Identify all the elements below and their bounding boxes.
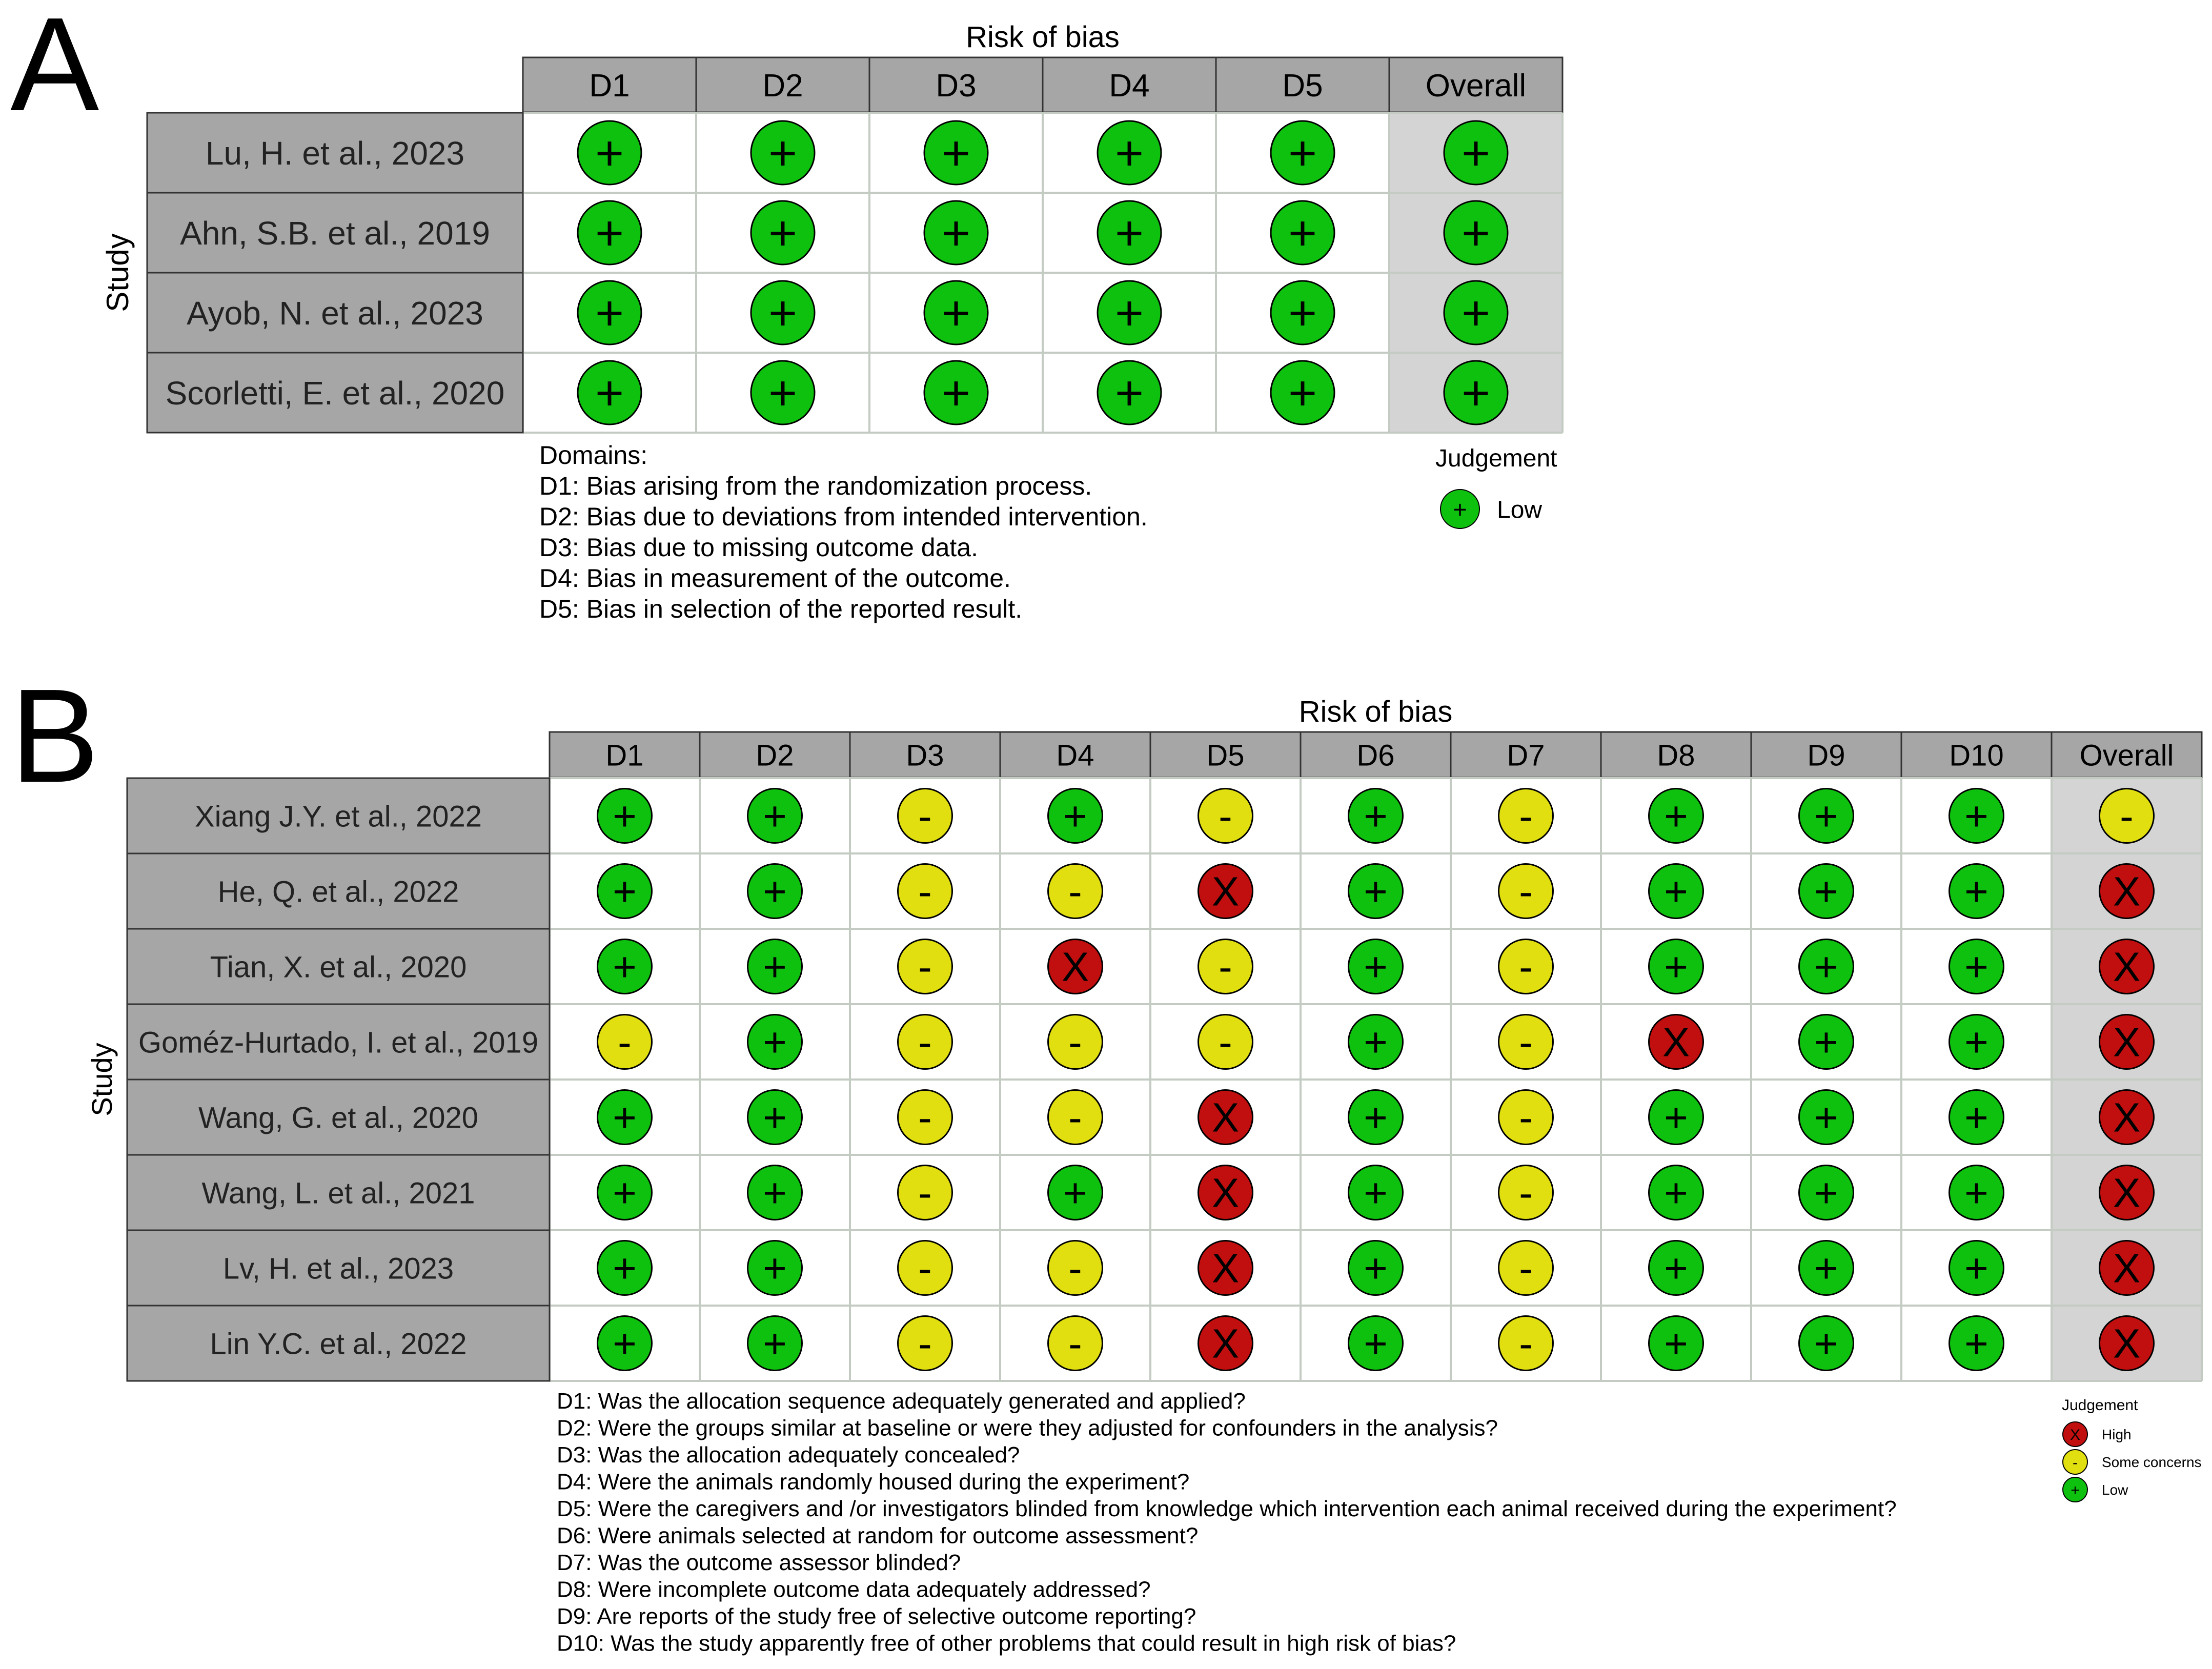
judgement-symbol: + xyxy=(1461,126,1491,181)
judgement-symbol: + xyxy=(763,1019,787,1065)
column-header-label: Overall xyxy=(1425,68,1527,104)
judgement-symbol: - xyxy=(1519,944,1533,990)
domain-description: D4: Bias in measurement of the outcome. xyxy=(539,564,1011,593)
judgement-symbol: + xyxy=(763,868,787,914)
judgement-symbol: X xyxy=(1211,1245,1240,1291)
judgement-symbol: + xyxy=(1461,286,1491,341)
judgement-symbol: X xyxy=(2113,1019,2141,1065)
study-label: Goméz-Hurtado, I. et al., 2019 xyxy=(138,1026,539,1060)
judgement-symbol: X xyxy=(2113,1094,2141,1141)
domain-description: D1: Was the allocation sequence adequately generated and applied? xyxy=(557,1389,1246,1414)
judgement-symbol: + xyxy=(763,793,787,839)
judgement-symbol: + xyxy=(941,126,971,181)
judgement-symbol: - xyxy=(918,1019,932,1065)
domain-description: D3: Was the allocation adequately concealed? xyxy=(557,1442,1020,1468)
judgement-symbol: + xyxy=(595,126,624,181)
panel-label-A: A xyxy=(10,0,99,139)
judgement-symbol: + xyxy=(1664,1094,1688,1141)
judgement-symbol: - xyxy=(1519,1170,1533,1216)
judgement-symbol: + xyxy=(763,1094,787,1141)
legend-label: Some concerns xyxy=(2102,1454,2202,1471)
judgement-symbol: - xyxy=(1219,1019,1232,1065)
judgement-symbol: - xyxy=(918,1170,932,1216)
judgement-symbol: + xyxy=(768,126,798,181)
judgement-symbol: X xyxy=(1211,1094,1240,1141)
judgement-symbol: - xyxy=(1519,868,1533,914)
judgement-symbol: + xyxy=(763,1320,787,1367)
judgement-symbol: + xyxy=(1814,1170,1838,1216)
judgement-symbol: + xyxy=(613,793,637,839)
study-label: Scorletti, E. et al., 2020 xyxy=(165,375,505,412)
judgement-symbol: + xyxy=(763,1170,787,1216)
judgement-symbol: X xyxy=(2113,1245,2141,1291)
judgement-symbol: X xyxy=(1211,1170,1240,1216)
judgement-symbol: + xyxy=(1364,1094,1388,1141)
judgement-symbol: + xyxy=(1288,286,1317,341)
column-header-label: D4 xyxy=(1056,739,1094,772)
judgement-symbol: + xyxy=(1964,1170,1988,1216)
domain-description: D2: Bias due to deviations from intended intervention. xyxy=(539,502,1148,531)
judgement-symbol: + xyxy=(768,206,798,261)
column-header-label: D10 xyxy=(1949,739,2004,772)
judgement-symbol: + xyxy=(1814,1019,1838,1065)
chart-title: Risk of bias xyxy=(1298,695,1453,728)
judgement-symbol: + xyxy=(1814,944,1838,990)
legend-symbol: X xyxy=(2069,1426,2081,1443)
study-label: Wang, L. et al., 2021 xyxy=(201,1176,475,1210)
study-label: Ahn, S.B. et al., 2019 xyxy=(180,215,490,252)
judgement-symbol: - xyxy=(1068,1094,1082,1141)
judgement-symbol: X xyxy=(2113,1320,2141,1367)
study-label: Lin Y.C. et al., 2022 xyxy=(210,1327,467,1361)
judgement-symbol: + xyxy=(1814,1094,1838,1141)
column-header-label: D5 xyxy=(1282,68,1323,104)
judgement-symbol: - xyxy=(1068,1245,1082,1291)
judgement-symbol: - xyxy=(918,1320,932,1367)
domain-description: D8: Were incomplete outcome data adequately addressed? xyxy=(557,1577,1151,1602)
y-axis-label: Study xyxy=(100,233,135,312)
legend-symbol: + xyxy=(1453,496,1467,524)
judgement-symbol: X xyxy=(2113,1170,2141,1216)
column-header-label: D2 xyxy=(756,739,794,772)
judgement-symbol: + xyxy=(768,365,798,421)
judgement-symbol: + xyxy=(1964,868,1988,914)
judgement-symbol: + xyxy=(1814,1245,1838,1291)
judgement-symbol: + xyxy=(1364,944,1388,990)
domain-description: D4: Were the animals randomly housed during the experiment? xyxy=(557,1469,1190,1495)
judgement-symbol: + xyxy=(1964,944,1988,990)
judgement-symbol: + xyxy=(1964,1019,1988,1065)
legend-symbol: + xyxy=(2071,1481,2080,1499)
study-label: Xiang J.Y. et al., 2022 xyxy=(194,800,482,833)
judgement-symbol: + xyxy=(1114,206,1144,261)
judgement-symbol: + xyxy=(1364,1245,1388,1291)
judgement-symbol: + xyxy=(1964,1320,1988,1367)
column-header-label: D5 xyxy=(1206,739,1245,772)
judgement-symbol: X xyxy=(1211,868,1240,914)
judgement-symbol: - xyxy=(1519,1019,1533,1065)
judgement-symbol: - xyxy=(1219,793,1232,839)
legend-label: Low xyxy=(1497,496,1543,524)
judgement-symbol: + xyxy=(613,1320,637,1367)
study-label: Wang, G. et al., 2020 xyxy=(198,1101,478,1135)
judgement-symbol: + xyxy=(1664,793,1688,839)
judgement-symbol: + xyxy=(1063,793,1087,839)
judgement-symbol: + xyxy=(1664,1320,1688,1367)
judgement-symbol: + xyxy=(1461,365,1491,421)
domains-title: Domains: xyxy=(539,441,648,470)
judgement-symbol: - xyxy=(918,1245,932,1291)
judgement-symbol: X xyxy=(1061,944,1089,990)
domain-description: D5: Bias in selection of the reported result. xyxy=(539,595,1023,623)
column-header-label: D1 xyxy=(589,68,630,104)
legend-title: Judgement xyxy=(1435,445,1557,472)
judgement-symbol: - xyxy=(618,1019,632,1065)
panel-label-B: B xyxy=(10,662,99,810)
judgement-symbol: + xyxy=(1964,793,1988,839)
judgement-symbol: - xyxy=(918,1094,932,1141)
column-header-label: D1 xyxy=(605,739,644,772)
judgement-symbol: X xyxy=(1662,1019,1690,1065)
judgement-symbol: - xyxy=(1219,944,1232,990)
legend-label: High xyxy=(2102,1427,2132,1443)
judgement-symbol: - xyxy=(1519,1245,1533,1291)
column-header-label: D8 xyxy=(1657,739,1695,772)
judgement-symbol: + xyxy=(1063,1170,1087,1216)
judgement-symbol: + xyxy=(1288,206,1317,261)
judgement-symbol: + xyxy=(595,206,624,261)
judgement-symbol: + xyxy=(613,1245,637,1291)
judgement-symbol: + xyxy=(1664,868,1688,914)
judgement-symbol: + xyxy=(1664,1170,1688,1216)
legend-label: Low xyxy=(2102,1482,2128,1498)
judgement-symbol: + xyxy=(1664,944,1688,990)
judgement-symbol: + xyxy=(763,1245,787,1291)
judgement-symbol: + xyxy=(613,1170,637,1216)
judgement-symbol: + xyxy=(941,286,971,341)
judgement-symbol: - xyxy=(1519,1320,1533,1367)
chart-title: Risk of bias xyxy=(966,21,1120,54)
judgement-symbol: - xyxy=(1519,793,1533,839)
judgement-symbol: - xyxy=(918,944,932,990)
judgement-symbol: - xyxy=(918,793,932,839)
domain-description: D2: Were the groups similar at baseline or were they adjusted for confounders in the analysis? xyxy=(557,1415,1498,1441)
column-header-label: D3 xyxy=(906,739,944,772)
judgement-symbol: - xyxy=(2120,793,2134,839)
judgement-symbol: + xyxy=(595,286,624,341)
judgement-symbol: - xyxy=(1519,1094,1533,1141)
column-header-label: D9 xyxy=(1807,739,1845,772)
column-header-label: D6 xyxy=(1356,739,1395,772)
judgement-symbol: + xyxy=(1814,868,1838,914)
judgement-symbol: + xyxy=(613,944,637,990)
judgement-symbol: + xyxy=(1364,1019,1388,1065)
y-axis-label: Study xyxy=(86,1043,118,1116)
column-header-label: Overall xyxy=(2079,739,2174,772)
judgement-symbol: + xyxy=(1288,365,1317,421)
judgement-symbol: + xyxy=(1364,1320,1388,1367)
judgement-symbol: - xyxy=(1068,868,1082,914)
judgement-symbol: + xyxy=(1664,1245,1688,1291)
judgement-symbol: + xyxy=(1964,1245,1988,1291)
column-header-label: D4 xyxy=(1109,68,1150,104)
judgement-symbol: + xyxy=(768,286,798,341)
column-header-label: D3 xyxy=(936,68,977,104)
domain-description: D10: Was the study apparently free of other problems that could result in high risk of bias? xyxy=(557,1631,1456,1656)
judgement-symbol: - xyxy=(1068,1019,1082,1065)
column-header-label: D2 xyxy=(762,68,803,104)
judgement-symbol: + xyxy=(613,1094,637,1141)
judgement-symbol: + xyxy=(1814,793,1838,839)
judgement-symbol: + xyxy=(1364,1170,1388,1216)
judgement-symbol: + xyxy=(1364,868,1388,914)
study-label: Lu, H. et al., 2023 xyxy=(205,135,465,172)
study-label: Ayob, N. et al., 2023 xyxy=(187,295,483,332)
judgement-symbol: + xyxy=(1114,126,1144,181)
judgement-symbol: + xyxy=(941,365,971,421)
judgement-symbol: + xyxy=(595,365,624,421)
judgement-symbol: + xyxy=(763,944,787,990)
study-label: Lv, H. et al., 2023 xyxy=(222,1252,454,1286)
domain-description: D1: Bias arising from the randomization process. xyxy=(539,472,1092,500)
judgement-symbol: + xyxy=(1114,365,1144,421)
domain-description: D5: Were the caregivers and /or investigators blinded from knowledge which intervention each animal received during the experiment? xyxy=(557,1496,1897,1521)
study-label: Tian, X. et al., 2020 xyxy=(210,950,467,984)
judgement-symbol: - xyxy=(918,868,932,914)
domain-description: D6: Were animals selected at random for outcome assessment? xyxy=(557,1523,1199,1549)
judgement-symbol: X xyxy=(2113,868,2141,914)
legend-title: Judgement xyxy=(2062,1397,2138,1414)
domain-description: D3: Bias due to missing outcome data. xyxy=(539,533,979,562)
judgement-symbol: - xyxy=(1068,1320,1082,1367)
column-header-label: D7 xyxy=(1507,739,1545,772)
judgement-symbol: X xyxy=(1211,1320,1240,1367)
judgement-symbol: + xyxy=(1114,286,1144,341)
domain-description: D9: Are reports of the study free of selective outcome reporting? xyxy=(557,1604,1196,1629)
domain-description: D7: Was the outcome assessor blinded? xyxy=(557,1550,961,1575)
judgement-symbol: + xyxy=(1461,206,1491,261)
judgement-symbol: + xyxy=(1288,126,1317,181)
judgement-symbol: + xyxy=(613,868,637,914)
judgement-symbol: + xyxy=(1364,793,1388,839)
judgement-symbol: + xyxy=(1814,1320,1838,1367)
judgement-symbol: + xyxy=(941,206,971,261)
judgement-symbol: X xyxy=(2113,944,2141,990)
judgement-symbol: + xyxy=(1964,1094,1988,1141)
study-label: He, Q. et al., 2022 xyxy=(217,875,459,909)
legend-symbol: - xyxy=(2073,1454,2078,1471)
